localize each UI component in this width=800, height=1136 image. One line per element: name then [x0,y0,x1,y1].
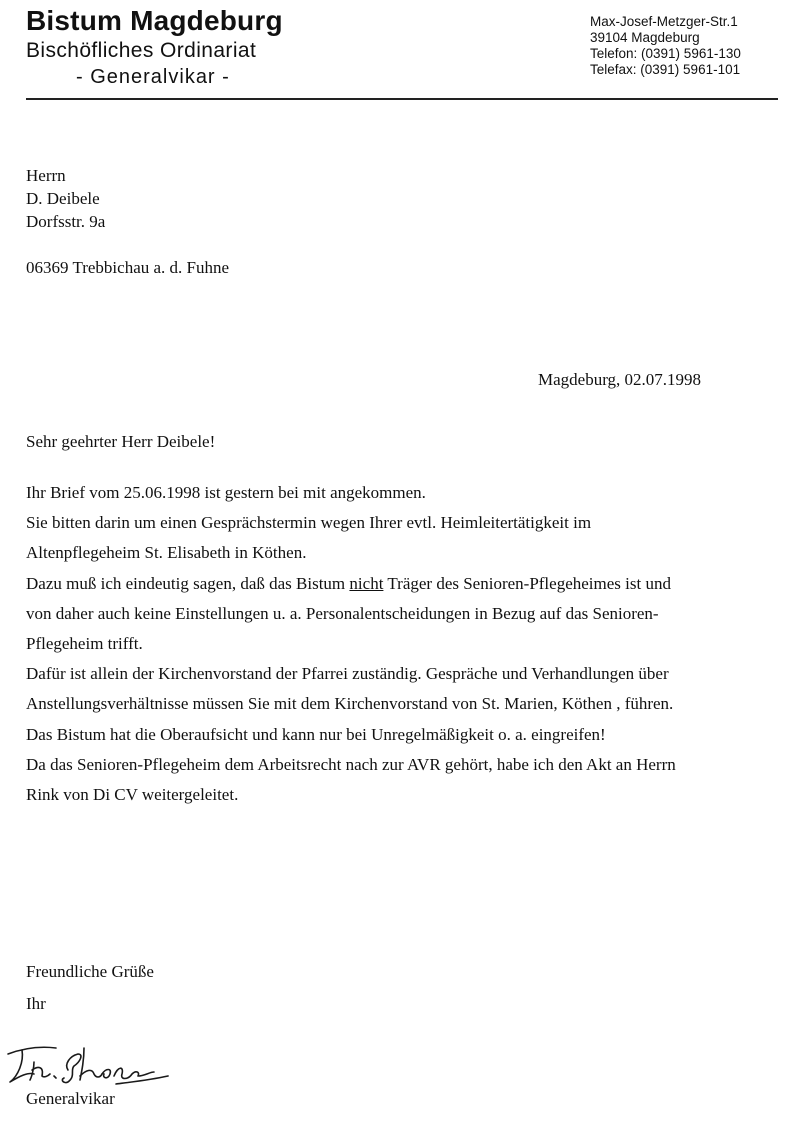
closing-greeting: Freundliche Grüße [26,962,154,981]
recipient-address [26,164,105,233]
signer-title: Generalvikar [26,1089,115,1108]
body-line: Anstellungsverhältnisse müssen Sie mit dem Kirchenvorstand von St. Marien, Köthen , führen. [26,694,674,714]
recipient-salutation-line: Herrn [26,166,66,185]
letterhead-divider [26,98,778,100]
body-line: Altenpflegeheim St. Elisabeth in Köthen. [26,543,307,563]
letterhead-fax: Telefax: (0391) 5961-101 [590,62,741,77]
body-line: von daher auch keine Einstellungen u. a. Personalentscheidungen in Bezug auf das Senioren- [26,603,659,623]
letter-body [26,478,786,810]
underlined-word: nicht [349,573,384,593]
letter-closing [26,956,154,1020]
letterhead-phone: Telefon: (0391) 5961-130 [590,46,741,61]
letterhead-title: Bistum Magdeburg [26,5,283,36]
closing-ihr: Ihr [26,994,46,1013]
body-line: Rink von Di CV weitergeleitet. [26,785,239,805]
letterhead-subtitle: Bischöfliches Ordinariat [26,39,257,62]
recipient-name: D. Deibele [26,189,100,208]
letterhead-city: 39104 Magdeburg [590,30,700,45]
body-line [26,569,786,599]
recipient-city: 06369 Trebbichau a. d. Fuhne [26,258,230,277]
body-line: Dafür ist allein der Kirchenvorstand der Pfarrei zuständig. Gespräche und Verhandlungen über [26,664,669,684]
body-line: Das Bistum hat die Oberaufsicht und kann nur bei Unregelmäßigkeit o. a. eingreifen! [26,724,606,744]
recipient-street: Dorfsstr. 9a [26,212,106,231]
body-line: Ihr Brief vom 25.06.1998 ist gestern bei mit angekommen. [26,483,426,502]
letterhead-office: - Generalvikar - [76,66,230,88]
letterhead-address [590,14,741,78]
letter-date: Magdeburg, 02.07.1998 [538,370,702,389]
body-line: Da das Senioren-Pflegeheim dem Arbeitsrecht nach zur AVR gehört, habe ich den Akt an Herrn [26,754,676,774]
body-line: Pflegeheim trifft. [26,634,143,654]
letterhead-sender [26,4,283,90]
letter-salutation: Sehr geehrter Herr Deibele! [26,432,216,451]
letterhead-street: Max-Josef-Metzger-Str.1 [590,14,738,29]
body-line-part: Träger des Senioren-Pflegeheimes ist und [383,573,671,593]
body-line-part: Dazu muß ich eindeutig sagen, daß das Bistum [26,573,350,593]
body-line: Sie bitten darin um einen Gesprächstermin wegen Ihrer evtl. Heimleitertätigkeit im [26,513,592,533]
